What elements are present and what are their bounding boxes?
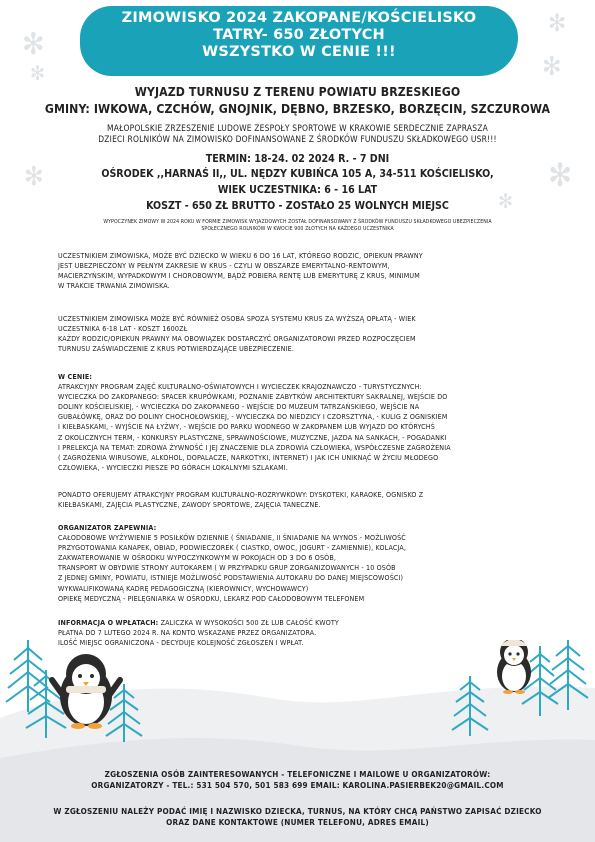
- snowflake-icon: ✻: [30, 61, 46, 85]
- intro-text: DZIECI ROLNIKÓW NA ZIMOWISKO DOFINANSOWANE Z ŚRODKÓW FUNDUSZU SKŁADKOWEGO USR!!!: [98, 134, 497, 144]
- organizer-provides-line: Z JEDNEJ GMINY, POWIATU, ISTNIEJE MOŻLIWOŚĆ PODSTAWIENIA AUTOKARU DO DANEJ MIEJSCOWOŚCI): [58, 573, 404, 583]
- eligibility-line: UCZESTNIKIEM ZIMOWISKA, MOŻE BYĆ DZIECKO W WIEKU 6 DO 16 LAT, KTÓREGO RODZIC, OPIEKUN PRAWNY: [58, 251, 423, 260]
- payment-label: INFORMACJA O WPŁATACH:: [58, 618, 159, 627]
- price-includes-line: ( ZAGROŻENIA WIRUSOWE, ALKOHOL, DOPALACZE, NARKOTYKI, INTERNET) I JAK ICH UNIKNĄĆ W ŻYCIU MŁODEGO: [58, 452, 439, 462]
- header-title-line: TATRY- 650 ZŁOTYCH: [213, 27, 385, 43]
- outside-krus-line: UCZESTNIKA 6-18 LAT - KOSZT 1600ZŁ: [58, 324, 188, 334]
- footer-contact: ZGŁOSZENIA OSÓB ZAINTERESOWANYCH - TELEFONICZNE I MAILOWE U ORGANIZATORÓW:: [104, 769, 491, 779]
- header-title-line: ZIMOWISKO 2024 ZAKOPANE/KOŚCIELISKO: [121, 10, 477, 26]
- outside-krus-line: KAŻDY RODZIC/OPIEKUN PRAWNY MA OBOWIĄZEK DOSTARCZYĆ ORGANIZATOROWI PRZED ROZPOCZĘCIEM: [58, 334, 416, 344]
- eligibility-line: MACIERZYŃSKIM, WYPADKOWYM I CHOROBOWYM, BĄDŹ POBIERA RENTĘ LUB EMERYTURĘ Z KRUS, MINIMUM: [58, 271, 420, 281]
- communes-heading: GMINY: IWKOWA, CZCHÓW, GNOJNIK, DĘBNO, BRZESKO, BORZĘCIN, SZCZUROWA: [44, 102, 551, 116]
- footer-note: W ZGŁOSZENIU NALEŻY PODAĆ IMIĘ I NAZWISKO DZIECKA, TURNUS, NA KTÓRY CHCĄ PAŃSTWO ZAPISAĆ DZIECKO: [53, 806, 542, 816]
- price-includes-section: [58, 372, 543, 473]
- footer-note: ORAZ DANE KONTAKTOWE (NUMER TELEFONU, ADRES EMAIL): [166, 817, 429, 827]
- extra-program-section: [58, 490, 543, 510]
- eligibility-line: W TRAKCIE TRWANIA ZIMOWISKA.: [58, 281, 170, 291]
- price-includes-line: CZŁOWIEKA, - WYCIECZKI PIESZE PO GÓRACH LOKALNYMI SZLAKAMI.: [58, 462, 288, 472]
- payment-line: ZALICZKA W WYSOKOŚCI 500 ZŁ LUB CAŁOŚĆ KWOTY: [158, 618, 339, 627]
- outside-krus-section: [58, 314, 543, 354]
- snowflake-icon: ✻: [542, 52, 562, 82]
- organizer-provides-line: WYKWALIFIKOWANĄ KADRĘ PEDAGOGICZNĄ (KIEROWNICY, WYCHOWAWCY): [58, 583, 309, 593]
- organizer-provides-section: [58, 523, 543, 604]
- term-line: TERMIN: 18-24. 02 2024 R. - 7 DNI: [205, 153, 390, 165]
- snowflake-icon: ✻: [22, 27, 45, 62]
- organizer-provides-line: OPIEKĘ MEDYCZNĄ - PIELĘGNIARKA W OŚRODKU, LEKARZ POD CAŁODOBOWYM TELEFONEM: [58, 593, 365, 603]
- snowflake-icon: ✻: [548, 156, 573, 194]
- price-includes-line: DOLINY KOŚCIELISKIEJ, - WYCIECZKA DO ZAKOPANEGO - WEJŚCIE DO MUZEUM TATRZAŃSKIEGO, WEJŚCIE NA: [58, 402, 420, 412]
- outside-krus-line: TURNUSU ZAŚWIADCZENIE Z KRUS POTWIERDZAJĄCE UBEZPIECZENIE.: [58, 344, 294, 354]
- age-line: WIEK UCZESTNIKA: 6 - 16 LAT: [217, 184, 378, 196]
- cost-line: KOSZT - 650 ZŁ BRUTTO - ZOSTAŁO 25 WOLNYCH MIEJSC: [146, 200, 449, 212]
- header-title: [80, 10, 518, 61]
- venue-line: OŚRODEK ,,HARNAŚ II,, UL. NĘDZY KUBIŃCA 105 A, 34-511 KOŚCIELISKO,: [101, 168, 494, 180]
- price-includes-line: GUBAŁÓWKĘ, ORAZ DO DOLINY CHOCHOŁOWSKIEJ, - WYCIECZKA DO NIEDZICY I CZORSZTYNA, - KULIG Z OGNISKIEM: [58, 412, 448, 422]
- price-includes-line: Z OKOLICZNYCH TERM, - KONKURSY PLASTYCZNE, SPRAWNOŚCIOWE, MUZYCZNE, JAZDA NA SANKACH, - POGADANKI: [58, 432, 447, 442]
- payment-line: PŁATNA DO 7 LUTEGO 2024 R. NA KONTO WSKAZANE PRZEZ ORGANIZATORA.: [58, 628, 317, 638]
- snowflake-icon: ✻: [498, 189, 514, 213]
- extra-program-line: KIEŁBASKAMI, ZAJĘCIA PLASTYCZNE, ZAWODY SPORTOWE, ZAJĘCIA TANECZNE.: [58, 500, 321, 510]
- price-includes-line: ATRAKCYJNY PROGRAM ZAJĘĆ KULTURALNO-OŚWIATOWYCH I WYCIECZEK KRAJOZNAWCZO - TURYSTYCZNYCH:: [58, 382, 422, 392]
- organizer-provides-line: TRANSPORT W OBYDWIE STRONY AUTOKAREM ( W PRZYPADKU GRUP ZORGANIZOWANYCH - 10 OSÓB: [58, 563, 396, 573]
- funding-note: WYPOCZYNEK ZIMOWY W 2024 ROKU W FORMIE ZIMOWISK WYJAZDOWYCH ZOSTAŁ DOFINANSOWANY Z ŚRODKÓW FUNDUSZU SKŁADKOWEGO UBEZPIECZENIA: [103, 219, 492, 225]
- extra-program-line: PONADTO OFERUJEMY ATRAKCYJNY PROGRAM KULTURALNO-ROZRYWKOWY: DYSKOTEKI, KARAOKE, OGNISKO Z: [58, 490, 424, 499]
- organizer-provides-heading: ORGANIZATOR ZAPEWNIA:: [58, 523, 157, 532]
- price-includes-line: I PRELEKCJA NA TEMAT: ZDROWA ŻYWNOŚĆ I JEJ ZNACZENIE DLA ZDROWIA CZŁOWIEKA, WSPÓŁCZESNE ZAGROŻENIA: [58, 442, 451, 452]
- organizer-provides-line: ZAKWATEROWANIE W OŚRODKU WYPOCZYNKOWYM W POKOJACH OD 3 DO 6 OSÓB,: [58, 553, 337, 563]
- snowflake-icon: ✻: [548, 9, 567, 37]
- eligibility-section: [58, 251, 543, 291]
- footer-contact: ORGANIZATORZY - TEL.: 531 504 570, 501 583 699 EMAIL: KAROLINA.PASIERBEK20@GMAIL.COM: [91, 780, 504, 790]
- intro-text: MAŁOPOLSKIE ZRZESZENIE LUDOWE ZESPOŁY SPORTOWE W KRAKOWIE SERDECZNIE ZAPRASZA: [107, 123, 488, 133]
- pine-tree-icon: [6, 640, 50, 712]
- payment-line: ILOŚĆ MIEJSC OGRANICZONA - DECYDUJE KOLEJNOŚĆ ZGŁOSZEŃ I WPŁAT.: [58, 638, 304, 648]
- organizer-provides-line: PRZYGOTOWANIA KANAPEK, OBIAD, PODWIECZOREK ( CIASTKO, OWOC, JOGURT - ZAMIENNIE), KOLACJA,: [58, 543, 407, 553]
- header-title-line: WSZYSTKO W CENIE !!!: [202, 44, 396, 60]
- funding-note: SPOŁECZNEGO ROLNIKÓW W KWOCIE 900 ZŁOTYCH NA KAŻDEGO UCZESTNIKA: [201, 226, 394, 232]
- eligibility-line: JEST UBEZPIECZONY W PEŁNYM ZAKRESIE W KRUS - CZYLI W OBSZARZE EMERYTALNO-RENTOWYM,: [58, 261, 390, 271]
- departure-heading: WYJAZD TURNUSU Z TERENU POWIATU BRZESKIEGO: [134, 85, 461, 99]
- price-includes-line: WYCIECZKA DO ZAKOPANEGO: SPACER KRUPÓWKAMI, POZNANIE ZABYTKÓW ARCHITEKTURY SAKRALNEJ, WEJŚCIE DO: [58, 392, 448, 402]
- organizer-provides-line: CAŁODOBOWE WYŻYWIENIE 5 POSIŁKÓW DZIENNIE ( ŚNIADANIE, II ŚNIADANIE NA WYNOS - MOŻLIWOŚĆ: [58, 533, 406, 543]
- price-includes-line: I KIEŁBASKAMI, - WYJŚCIE NA ŁYŻWY, - WEJŚCIE DO PARKU WODNEGO W ZAKOPANEM LUB WYJAZD DO KTÓRYCHŚ: [58, 422, 435, 432]
- snowflake-icon: ✻: [24, 162, 44, 192]
- price-includes-heading: W CENIE:: [58, 372, 93, 381]
- outside-krus-line: UCZESTNIKIEM ZIMOWISKA MOŻE BYĆ RÓWNIEŻ OSOBA SPOZA SYSTEMU KRUS ZA WYŻSZĄ OPŁATĄ - WIEK: [58, 314, 416, 323]
- penguin-icon: [497, 640, 531, 694]
